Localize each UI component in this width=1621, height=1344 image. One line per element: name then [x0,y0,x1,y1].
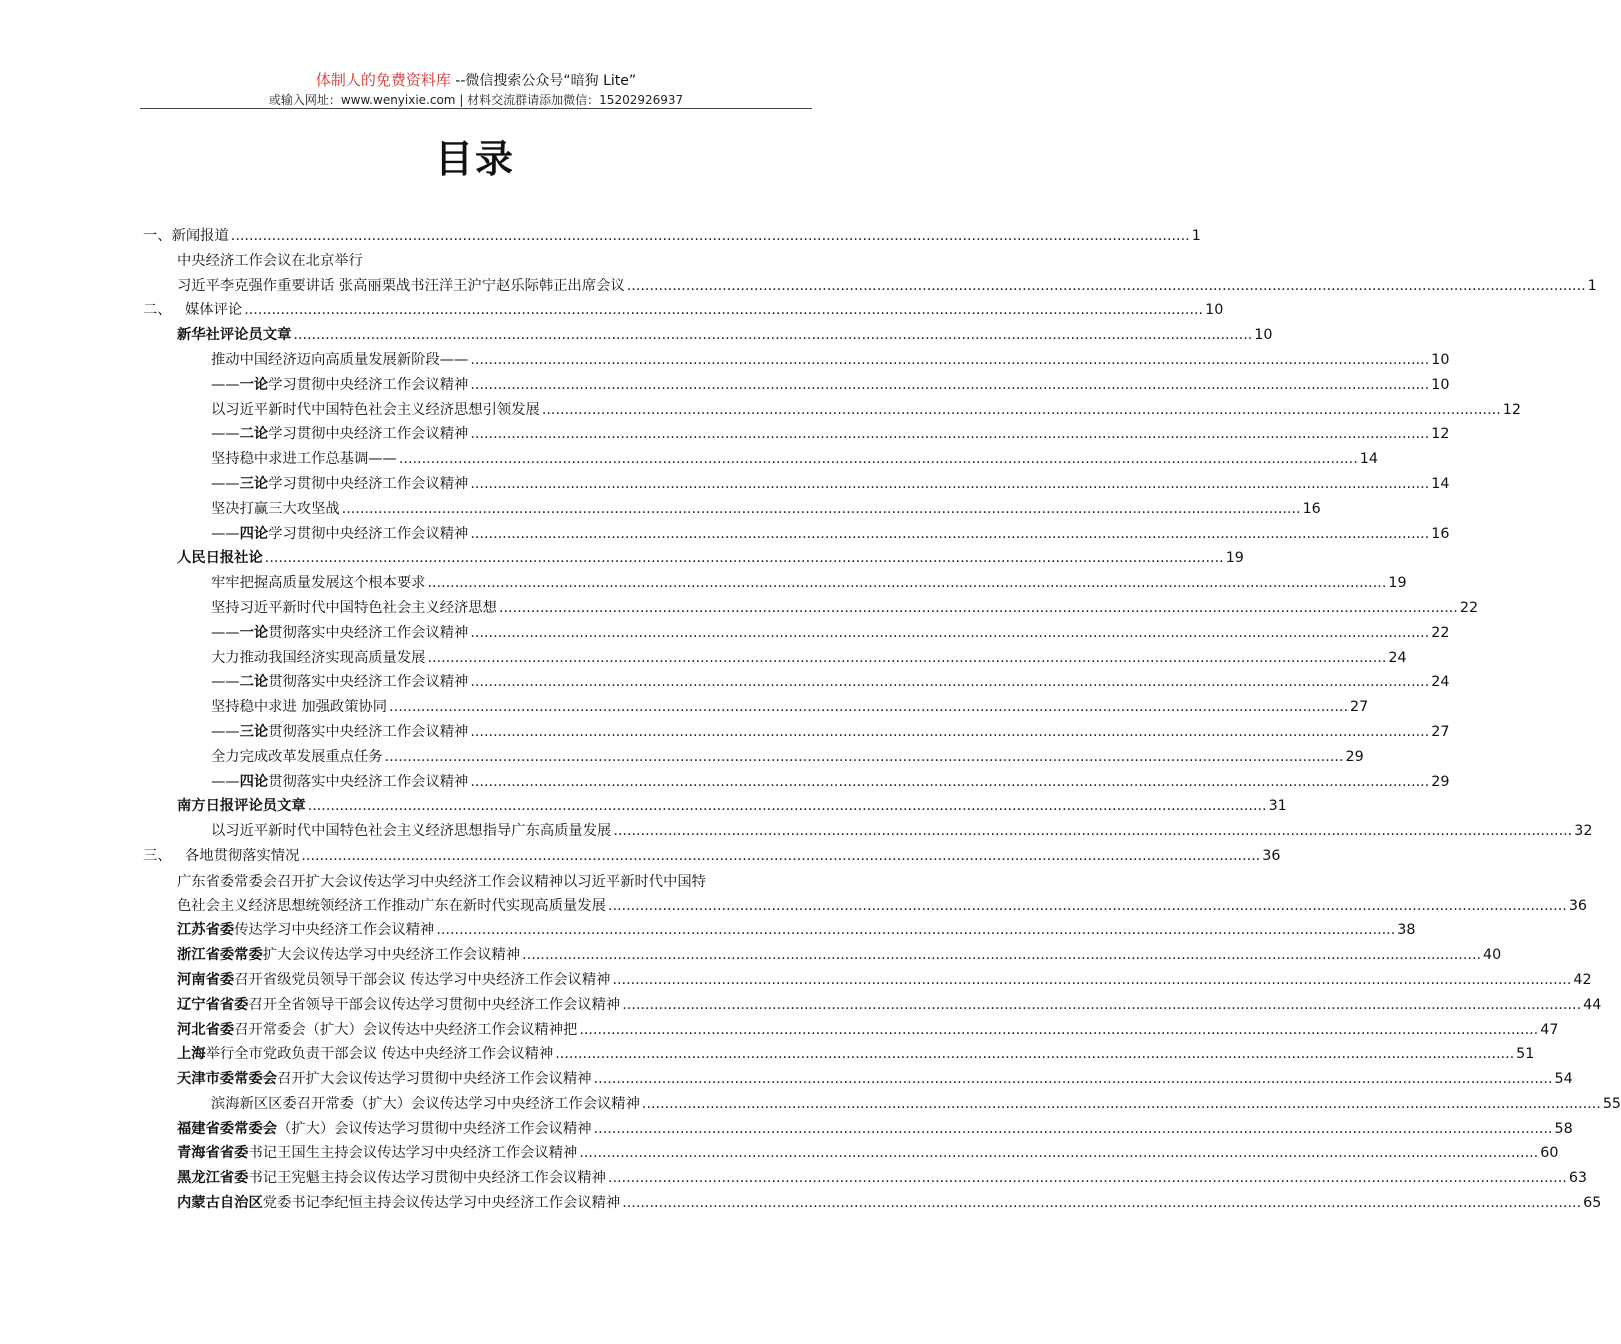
toc-dash: —— [211,723,240,740]
toc-entry-title: 党委书记李纪恒主持会议传达学习中央经济工作会议精神 [262,1195,621,1212]
toc-leader [301,848,1260,864]
toc-leader [470,724,1429,740]
toc-entry-title: 人民日报社论 [177,550,263,567]
toc-entry-bold: 四论 [239,773,269,790]
toc-entry-bold: 黑龙江省委 [177,1170,249,1187]
toc-leader [231,228,1190,244]
toc-entry[interactable] [143,374,1450,399]
toc-page-number: 36 [1568,897,1588,914]
toc-page-number: 12 [1502,401,1521,418]
toc-leader [436,922,1395,938]
toc-leader [342,501,1301,517]
toc-leader [613,823,1572,839]
toc-entry[interactable] [143,597,1479,622]
toc-leader [427,575,1386,591]
toc-entry-title: 中央经济工作会议在北京举行 [177,252,363,269]
toc-entry-bold: 二论 [239,426,269,443]
toc-entry[interactable] [143,994,1602,1019]
toc-entry[interactable] [143,671,1450,696]
toc-page-number: 40 [1483,947,1502,964]
toc-entry-title: 学习贯彻中央经济工作会议精神 [268,475,469,492]
toc-entry[interactable] [143,324,1273,349]
toc-entry-bold: 广东省委常委会 [177,873,278,890]
toc-dash: —— [211,674,240,691]
toc-page-number: 16 [1431,525,1450,542]
toc-leader [470,526,1429,542]
toc-entry-bold: 一论 [239,624,269,641]
toc-page-number: 44 [1583,996,1602,1013]
toc-entry-bold: 三论 [239,475,269,492]
toc-entry[interactable] [143,721,1450,746]
toc-entry-bold: 河北省委 [177,1021,235,1038]
toc-leader [579,1145,1538,1161]
toc-entry[interactable] [143,696,1369,721]
toc-entry-title: 推动中国经济迈向高质量发展新阶段—— [211,351,469,368]
toc-entry-title: 南方日报评论员文章 [177,798,306,815]
toc-entry-title: 坚决打赢三大攻坚战 [211,500,340,517]
toc-leader [627,278,1586,294]
toc-entry-title: 媒体评论 [185,302,243,319]
toc-entry-title: 习近平李克强作重要讲话 张高丽栗战书汪洋王沪宁赵乐际韩正出席会议 [177,277,625,294]
toc-page-number: 16 [1302,500,1321,517]
toc-entry-bold: 一论 [239,376,269,393]
toc-leader [622,1195,1581,1211]
toc-entry-bold: 浙江省委常委 [177,947,263,964]
toc-entry-number: 二、 [143,302,172,319]
toc-entry[interactable] [143,275,1597,300]
toc-page-number: 10 [1431,351,1450,368]
toc-entry[interactable] [143,919,1416,944]
toc-entry[interactable] [143,1043,1535,1068]
header-line-1 [140,70,812,91]
toc-entry[interactable] [143,523,1450,548]
toc-entry[interactable] [143,746,1364,771]
toc-entry[interactable] [143,349,1450,374]
toc-entry-title: 色社会主义经济思想统领经济工作推动广东在新时代实现高质量发展 [177,897,606,914]
toc-entry-bold: 三论 [239,723,269,740]
toc-page-number: 58 [1554,1120,1573,1137]
toc-entry[interactable] [143,820,1593,845]
toc-entry[interactable] [143,1142,1559,1167]
toc-entry-bold: 福建省委常委会 [177,1120,278,1137]
toc-page-number: 51 [1516,1046,1535,1063]
toc-entry-title: 以习近平新时代中国特色社会主义经济思想引领发展 [211,401,540,418]
toc-page-number: 47 [1540,1021,1559,1038]
toc-entry[interactable] [143,225,1201,250]
toc-leader [594,1071,1553,1087]
toc-entry-title: 学习贯彻中央经济工作会议精神 [268,426,469,443]
toc-page-number: 60 [1540,1145,1559,1162]
toc-page-number: 24 [1388,649,1407,666]
toc-entry-bold: 河南省委 [177,971,235,988]
toc-page-number: 38 [1397,922,1416,939]
toc-leader [427,650,1386,666]
toc-entry-title: 书记王宪魁主持会议传达学习贯彻中央经济工作会议精神 [248,1170,606,1187]
toc-entry-title: 学习贯彻中央经济工作会议精神 [268,525,469,542]
page-header [140,70,812,109]
toc-entry-bold: 江苏省委 [177,922,235,939]
toc-leader [642,1096,1601,1112]
toc-entry-title: 贯彻落实中央经济工作会议精神 [268,723,469,740]
toc-leader [470,377,1429,393]
toc-leader [470,674,1429,690]
toc-page-number: 22 [1431,624,1450,641]
toc-entry[interactable] [143,423,1450,448]
toc-entry[interactable] [143,547,1244,572]
toc-page-number: 1 [1587,277,1597,294]
toc-page-number: 31 [1268,798,1287,815]
toc-entry[interactable] [143,845,1281,870]
toc-leader [470,774,1429,790]
toc-page-number: 10 [1431,376,1450,393]
toc-entry[interactable] [143,1118,1573,1143]
toc-entry[interactable] [143,1167,1588,1192]
toc-leader [612,972,1571,988]
toc-entry[interactable] [143,1192,1602,1217]
toc-entry-title: 贯彻落实中央经济工作会议精神 [268,773,469,790]
toc-dash: —— [211,525,240,542]
toc-leader [399,451,1358,467]
header-tagline: --微信搜索公众号“暗狗 Lite” [450,73,637,89]
toc-entry-title: 以习近平新时代中国特色社会主义经济思想指导广东高质量发展 [211,823,612,840]
toc-entry[interactable] [143,498,1321,523]
toc-entry[interactable] [143,969,1592,994]
toc-leader [622,997,1581,1013]
toc-leader [389,699,1348,715]
toc-leader [470,476,1429,492]
toc-dash: —— [211,426,240,443]
toc-entry-title: 举行全市党政负责干部会议 传达中央经济工作会议精神 [205,1046,554,1063]
toc-leader [470,352,1429,368]
toc-entry[interactable] [143,250,808,275]
toc-entry[interactable] [143,1093,1621,1118]
toc-entry-bold: 四论 [239,525,269,542]
toc-entry-title: 书记王国生主持会议传达学习中央经济工作会议精神 [248,1145,578,1162]
toc-entry-title: 扩大会议传达学习中央经济工作会议精神 [262,947,521,964]
toc-page-number: 32 [1574,823,1593,840]
toc-entry-title: 坚持稳中求进 加强政策协同 [211,699,388,716]
toc-entry[interactable] [143,448,1378,473]
toc-page-number: 42 [1573,971,1592,988]
toc-page-number: 12 [1431,426,1450,443]
toc-page-number: 55 [1602,1095,1621,1112]
toc-entry[interactable] [143,870,808,895]
toc-entry-number: 一、 [143,228,172,244]
toc-entry-title: 牢牢把握高质量发展这个根本要求 [211,575,426,592]
toc-entry-title: 新闻报道 [171,228,229,244]
toc-entry-continuation[interactable] [143,895,1588,920]
toc-entry-bold: 青海省省委 [177,1145,249,1162]
toc-entry-number: 三、 [143,847,172,864]
toc-entry[interactable] [143,572,1407,597]
toc-entry[interactable] [143,944,1502,969]
toc-dash: —— [211,475,240,492]
toc-entry[interactable] [143,473,1450,498]
toc-page-number: 14 [1431,475,1450,492]
toc-entry-title: 召开全省领导干部会议传达学习贯彻中央经济工作会议精神 [248,996,621,1013]
toc-page-number: 27 [1431,723,1450,740]
toc-entry-bold: 辽宁省省委 [177,996,249,1013]
header-divider [140,108,812,109]
toc-page-number: 19 [1388,575,1407,592]
toc-entry-title: 滨海新区区委召开常委（扩大）会议传达学习中央经济工作会议精神 [211,1095,640,1112]
toc-entry-title: 全力完成改革发展重点任务 [211,748,383,765]
toc-page-number: 54 [1554,1071,1573,1088]
toc-leader [308,798,1267,814]
toc-entry-title: 传达学习中央经济工作会议精神 [234,922,435,939]
toc-page-number: 1 [1191,228,1201,244]
toc-entry-bold: 内蒙古自治区 [177,1195,263,1212]
toc-entry-title: 召开扩大会议传达学习贯彻中央经济工作会议精神 [277,1071,592,1088]
toc-page-number: 65 [1583,1195,1602,1212]
toc-leader [579,1022,1538,1038]
toc-dash: —— [211,376,240,393]
toc-leader [385,749,1344,765]
toc-leader [265,550,1224,566]
toc-entry[interactable] [143,1019,1559,1044]
toc-entry-title: 召开常委会（扩大）会议传达中央经济工作会议精神把 [234,1021,578,1038]
toc-page-number: 29 [1345,748,1364,765]
toc-entry-title: 坚持稳中求进工作总基调—— [211,451,397,468]
toc-entry[interactable] [143,771,1450,796]
toc-entry-title: 贯彻落实中央经济工作会议精神 [268,674,469,691]
toc-page-number: 19 [1225,550,1244,567]
toc-entry-bold: 天津市委常委会 [177,1071,278,1088]
toc-leader [522,947,1481,963]
toc-page-number: 63 [1568,1170,1588,1187]
toc-entry-title: 贯彻落实中央经济工作会议精神 [268,624,469,641]
table-of-contents [143,225,1621,1217]
toc-leader [542,402,1501,418]
toc-entry-title: 坚持习近平新时代中国特色社会主义经济思想 [211,599,497,616]
header-line-2: 或输入网址：www.wenyixie.com | 材料交流群请添加微信：15202926937 [268,93,684,107]
toc-entry-title: 学习贯彻中央经济工作会议精神 [268,376,469,393]
toc-leader [555,1046,1514,1062]
toc-page-number: 14 [1359,451,1378,468]
toc-leader [608,898,1567,914]
toc-page-number: 27 [1350,699,1369,716]
toc-entry[interactable] [143,299,1224,324]
toc-entry[interactable] [143,795,1287,820]
page-title: 目录 [434,137,515,181]
toc-entry-title: 召开省级党员领导干部会议 传达学习中央经济工作会议精神 [234,971,611,988]
header-brand: 体制人的免费资料库 [315,71,451,89]
toc-page-number: 10 [1205,302,1224,319]
toc-leader [608,1170,1567,1186]
toc-entry-title: （扩大）会议传达学习贯彻中央经济工作会议精神 [277,1120,592,1137]
toc-page-number: 29 [1431,773,1450,790]
toc-page-number: 24 [1431,674,1450,691]
toc-leader [244,302,1203,318]
toc-page-number: 10 [1254,327,1273,344]
toc-dash: —— [211,773,240,790]
toc-entry[interactable] [143,1068,1573,1093]
toc-entry[interactable] [143,647,1407,672]
toc-leader [499,600,1458,616]
toc-dash: —— [211,624,240,641]
toc-entry[interactable] [143,399,1521,424]
toc-entry-title: 召开扩大会议传达学习中央经济工作会议精神以习近平新时代中国特 [277,873,706,890]
toc-leader [470,625,1429,641]
toc-entry-bold: 二论 [239,674,269,691]
toc-page-number: 22 [1459,599,1479,616]
toc-leader [293,327,1252,343]
toc-leader [594,1121,1553,1137]
toc-entry-title: 各地贯彻落实情况 [185,847,300,864]
toc-entry-bold: 上海 [177,1046,206,1063]
toc-entry[interactable] [143,622,1450,647]
toc-entry-title: 新华社评论员文章 [177,327,292,344]
toc-leader [470,426,1429,442]
toc-page-number: 36 [1262,847,1281,864]
toc-entry-title: 大力推动我国经济实现高质量发展 [211,649,426,666]
